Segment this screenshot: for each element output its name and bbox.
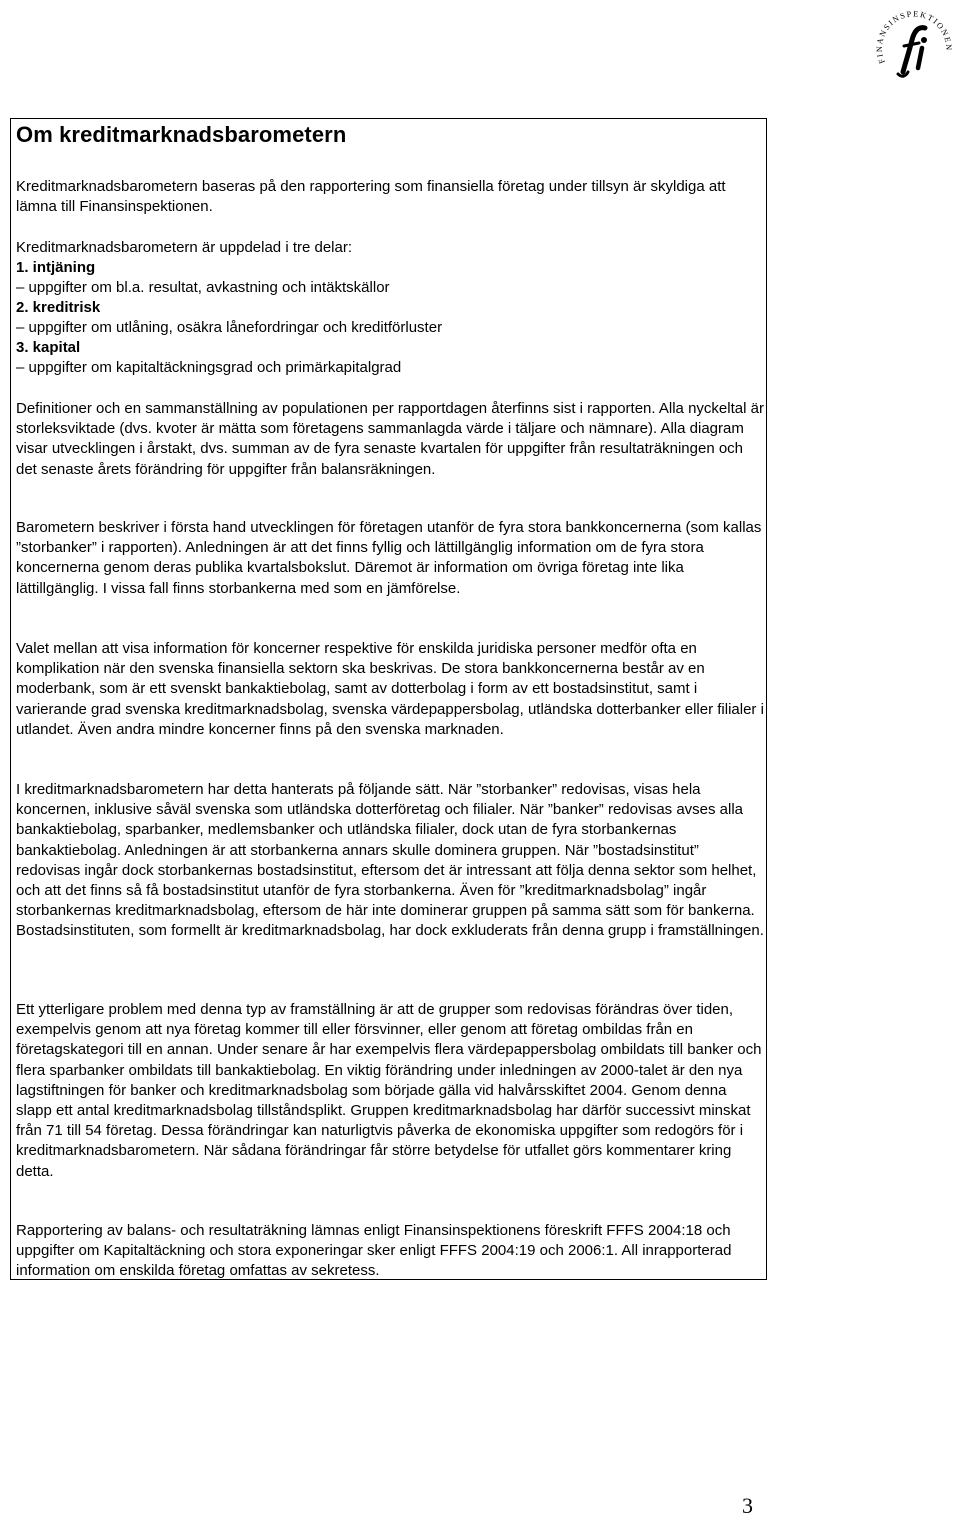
page-number: 3 <box>742 1493 753 1518</box>
paragraph-valet: Valet mellan att visa information för koncerner respektive för enskilda juridiska personer medför ofta en komplikation när den svenska finansiella sektorn ska beskrivas. De stora bankkoncernerna består av en moderbank, som är ett svenskt bankaktiebolag, samt av dotterbolag i form av ett bostadsinstitut, samt i varierande grad svenska kreditmarknadsbolag, svenska värdepappersbolag, utländska dotterbanker eller filialer i utlandet. Även andra mindre koncerner finns på den svenska marknaden. <box>16 640 764 738</box>
part-label-intjaning: 1. intjäning <box>16 259 96 276</box>
paragraph-problem: Ett ytterligare problem med denna typ av framställning är att de grupper som redovisas förändras över tiden, exempelvis genom att nya företag kommer till eller försvinner, eller genom att företag ombildas från en företagskategori till en annan. Under senare år har exempelvis flera värdepappersbolag ombildats till banker och flera sparbanker ombildats till bankaktiebolag. En viktig förändring under inledningen av 2000-talet är den nya lagstiftningen för banker och kreditmarknadsbolag som började gälla vid halvårsskiftet 2004. Genom denna slapp ett antal kreditmarknadsbolag tillståndsplikt. Gruppen kreditmarknadsbolag har därför successivt minskat från 71 till 54 företag. Dessa förändringar kan naturligtvis påverka de ekonomiska uppgifter som redogörs för i kreditmarknadsbarometern. När sådana förändringar får större betydelse för utfallet görs kommentarer kring detta. <box>16 1001 762 1180</box>
fi-seal-icon <box>872 2 956 86</box>
paragraph-definitions: Definitioner och en sammanställning av populationen per rapportdagen återfinns sist i rapporten. Alla nyckeltal är storleksviktade (dvs. kvoter är mätta som företagens sammanlagda värde i täljare och nämnare). Alla diagram visar utvecklingen i årstakt, dvs. summan av de fyra senaste kvartalen för uppgifter från resultaträkningen och det senaste årets förändring för uppgifter från balansräkningen. <box>16 400 764 478</box>
part-label-kreditrisk: 2. kreditrisk <box>16 299 101 316</box>
intro-paragraph: Kreditmarknadsbarometern baseras på den rapportering som finansiella företag under tillsyn är skyldiga att lämna till Finansinspektionen. <box>16 178 726 216</box>
part-desc-kreditrisk: – uppgifter om utlåning, osäkra lånefordringar och kreditförluster <box>16 319 443 336</box>
paragraph-hantering: I kreditmarknadsbarometern har detta hanterats på följande sätt. När ”storbanker” redovisas, visas hela koncernen, inklusive såväl svenska som utländska dotterföretag och filialer. När ”banker” redovisas avses alla bankaktiebolag, sparbanker, medlemsbanker och utländska filialer, dock utan de fyra storbankernas bankaktiebolag. Anledningen är att storbankerna annars skulle dominera gruppen. När ”bostadsinstitut” redovisas ingår dock storbankernas bostadsinstitut, eftersom det är intressant att följa denna sektor som helhet, och att det finns så få bostadsinstitut utanför de fyra storbankerna. Även för ”kreditmarknadsbolag” ingår storbankernas kreditmarknadsbolag, eftersom de här inte dominerar gruppen på samma sätt som för bankerna. Bostadsinstituten, som formellt är kreditmarknadsbolag, har dock exkluderats från denna grupp i framställningen. <box>16 781 764 940</box>
part-label-kapital: 3. kapital <box>16 339 81 356</box>
paragraph-barometern: Barometern beskriver i första hand utvecklingen för företagen utanför de fyra stora bankkoncernerna (som kallas ”storbanker” i rapporten). Anledningen är att det finns fyllig och lättillgänglig information om de fyra stora koncernerna genom deras publika kvartalsbokslut. Däremot är information om övriga företag inte lika lättillgänglig. I vissa fall finns storbankerna med som en jämförelse. <box>16 519 762 597</box>
paragraph-rapportering: Rapportering av balans- och resultaträkning lämnas enligt Finansinspektionens föreskrift FFFS 2004:18 och uppgifter om Kapitaltäckning och stora exponeringar sker enligt FFFS 2004:19 och 2006:1. All inrapporterad information om enskilda företag omfattas av sekretess. <box>16 1222 732 1280</box>
parts-heading: Kreditmarknadsbarometern är uppdelad i tre delar: <box>16 239 353 256</box>
part-desc-intjaning: – uppgifter om bl.a. resultat, avkastning och intäktskällor <box>16 279 390 296</box>
svg-text:FINANSINSPEKTIONEN: FINANSINSPEKTIONEN <box>874 9 954 65</box>
page-title: Om kreditmarknadsbarometern <box>16 122 347 147</box>
part-desc-kapital: – uppgifter om kapitaltäckningsgrad och primärkapitalgrad <box>16 359 402 376</box>
finansinspektionen-logo <box>872 2 956 86</box>
